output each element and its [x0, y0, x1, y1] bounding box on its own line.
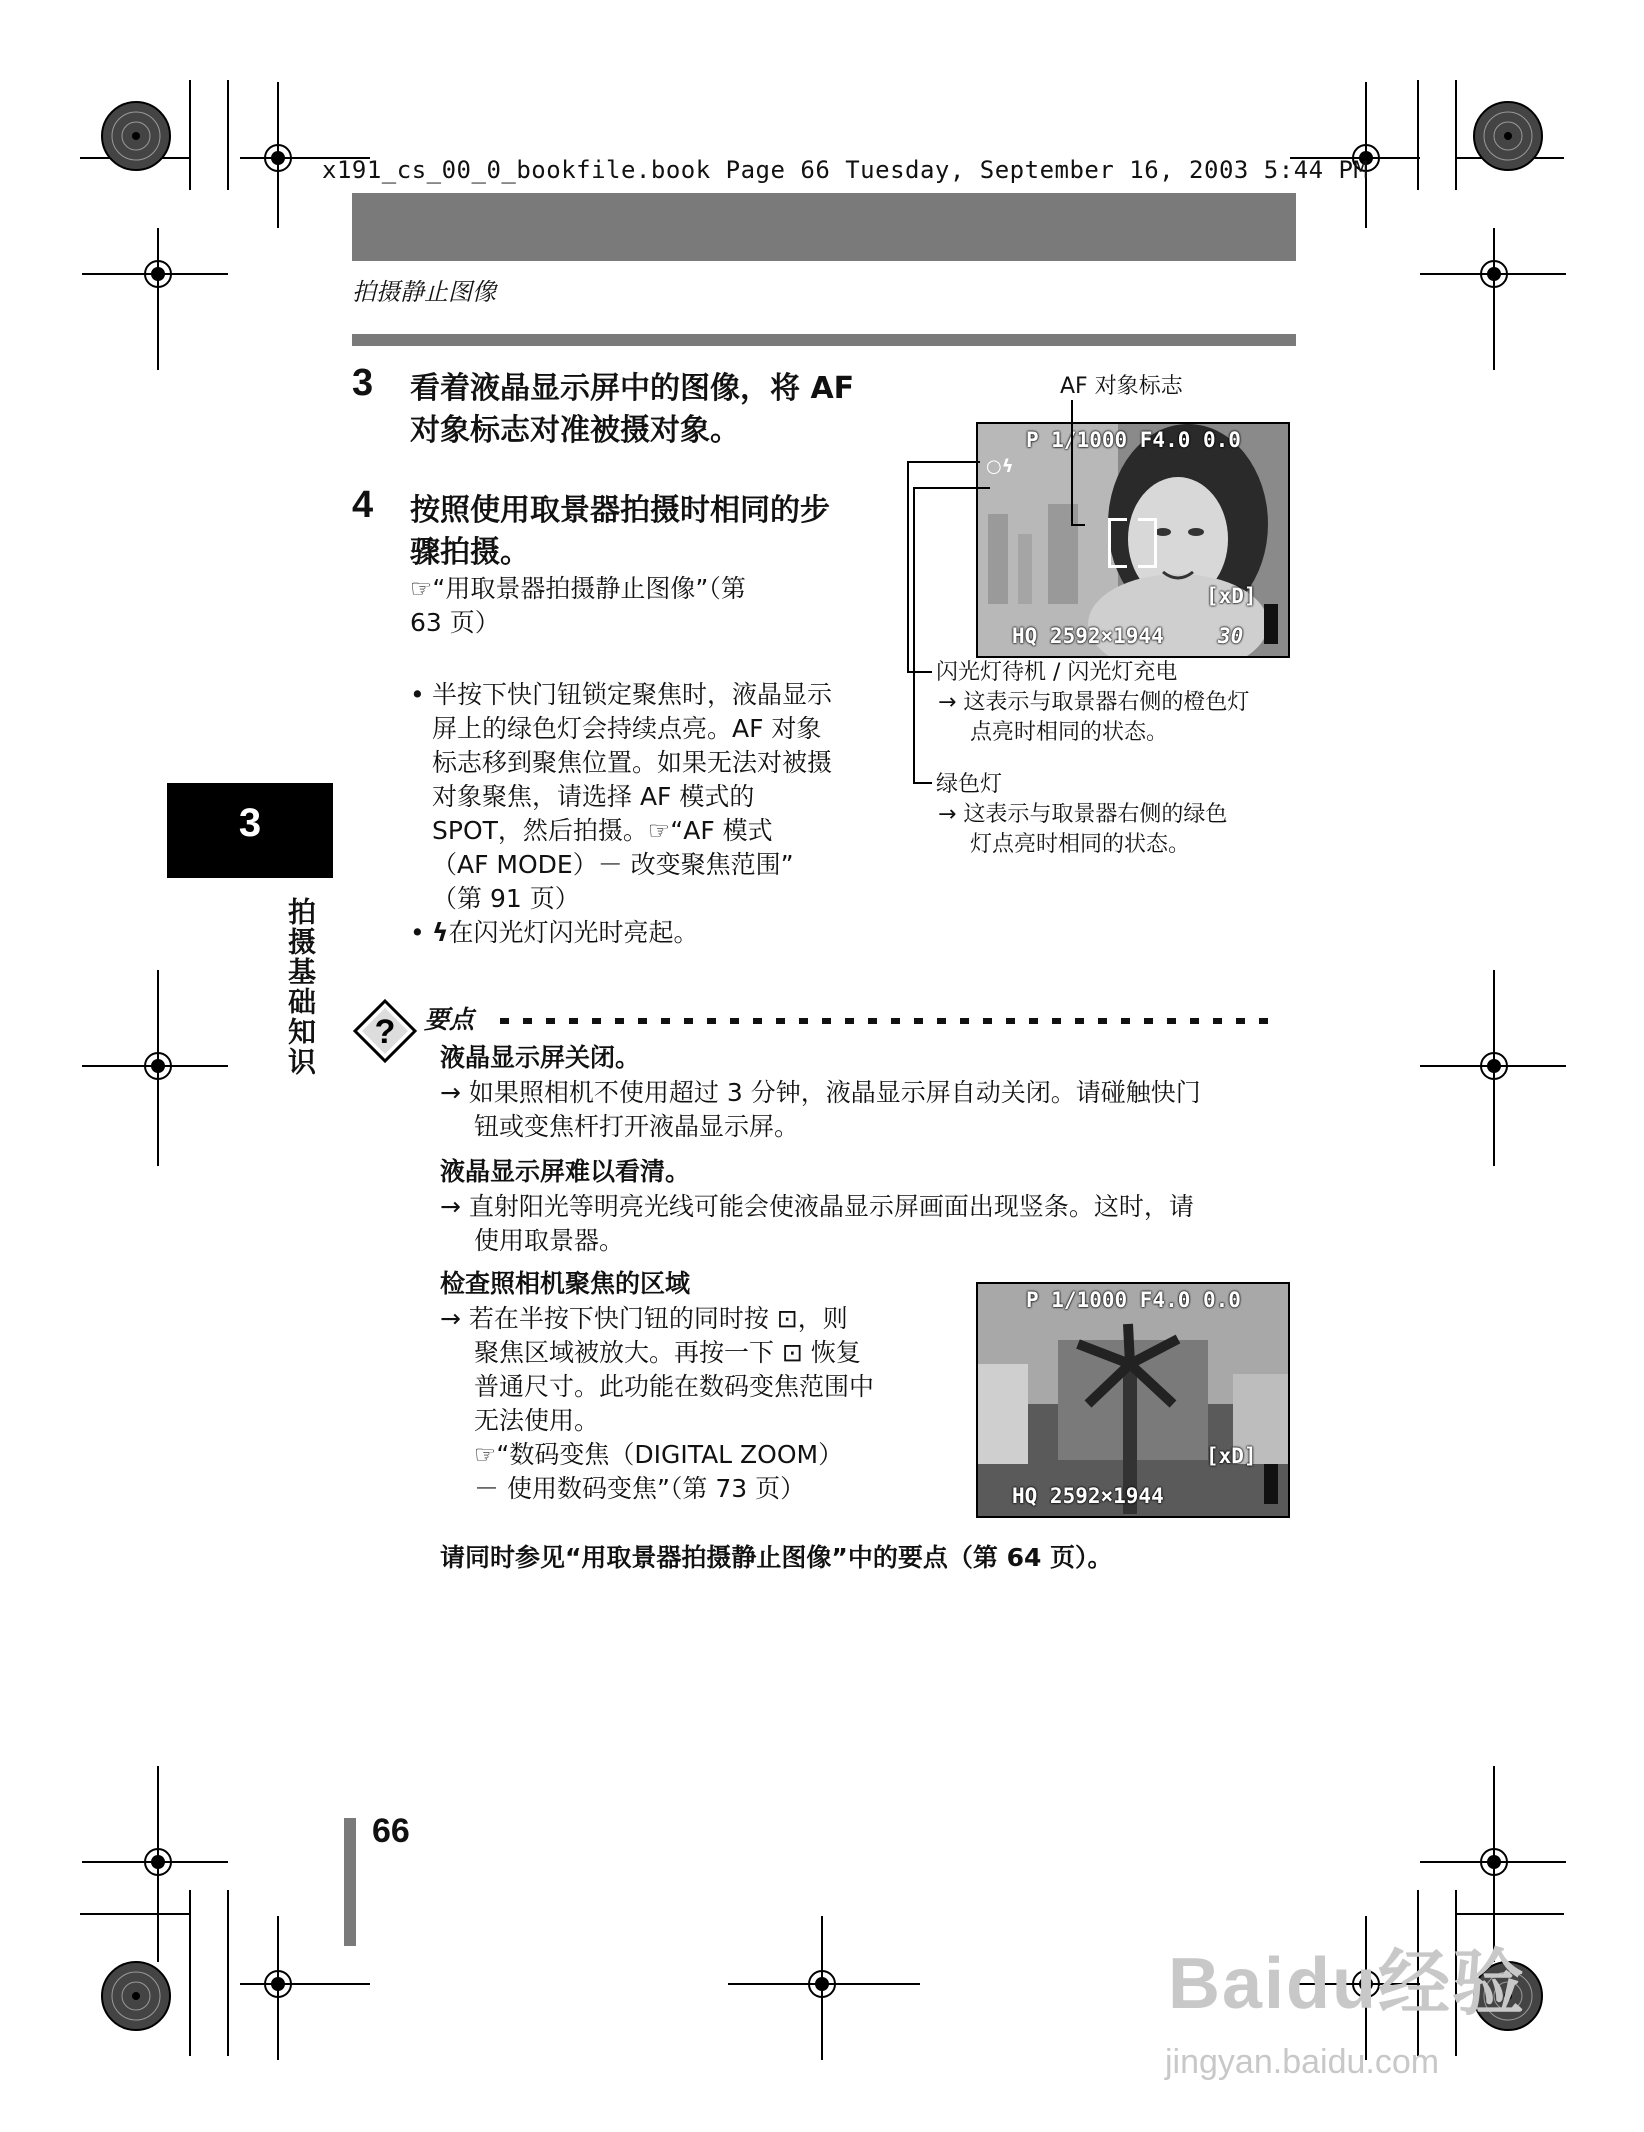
watermark-logo: Baidu经验	[1168, 1944, 1527, 2024]
page-number: 66	[372, 1812, 410, 1850]
af-bracket-right-icon	[1138, 518, 1157, 568]
lcd-zoom-figure	[976, 1282, 1290, 1518]
callout-title: 闪光灯待机 / 闪光灯充电	[936, 660, 1178, 685]
step-number: 4	[352, 484, 374, 526]
section-title: 拍摄静止图像	[352, 278, 496, 306]
step-line: 骤拍摄。	[410, 535, 530, 570]
tip-line: 无法使用。	[474, 1406, 600, 1435]
footer-note: 请同时参见“用取景器拍摄静止图像”中的要点（第 64 页）。	[440, 1543, 1113, 1572]
af-bracket-left-icon	[1108, 518, 1127, 568]
step-line: 看着液晶显示屏中的图像，将 AF	[410, 371, 855, 406]
page-number-bar	[344, 1818, 356, 1946]
tip-item	[440, 1154, 1300, 1258]
tip-heading: 液晶显示屏难以看清。	[440, 1157, 691, 1186]
lcd-battery-block	[1264, 604, 1278, 644]
section-divider	[352, 334, 1296, 346]
palm-tree-photo	[978, 1284, 1288, 1516]
lcd-card-indicator: [xD]	[1206, 584, 1257, 608]
lcd-card-indicator: [xD]	[1206, 1444, 1257, 1468]
bullet-line: 对象聚焦，请选择 AF 模式的	[432, 782, 755, 811]
file-info-header: x191_cs_00_0_bookfile.book Page 66 Tuesday, September 16, 2003 5:44 PM	[322, 156, 1369, 184]
lcd-top-status: P 1/1000 F4.0 0.0	[1026, 1288, 1241, 1312]
tips-dotted-rule	[500, 1018, 1280, 1024]
tip-line: 聚焦区域被放大。再按一下 ⊡ 恢复	[474, 1338, 861, 1367]
flash-standby-icon: ○ϟ	[986, 456, 1014, 477]
tip-line: → 直射阳光等明亮光线可能会使液晶显示屏画面出现竖条。这时，请	[440, 1192, 1194, 1221]
svg-text:?: ?	[374, 1013, 396, 1051]
bullet-line: 标志移到聚焦位置。如果无法对被摄	[432, 748, 833, 777]
tip-item	[440, 1266, 960, 1506]
bullet-line: （AF MODE）－ 改变聚焦范围”	[432, 850, 794, 879]
bullet-line: SPOT，然后拍摄。☞“AF 模式	[432, 816, 773, 845]
step-text	[410, 490, 890, 574]
tip-heading: 检查照相机聚焦的区域	[440, 1269, 691, 1298]
lcd-battery-block	[1264, 1464, 1278, 1504]
lcd-bottom-status: HQ 2592×1944	[1012, 1484, 1164, 1508]
step-number: 3	[352, 362, 374, 404]
chapter-number: 3	[238, 801, 262, 845]
watermark-url: jingyan.baidu.com	[1165, 2043, 1440, 2081]
tip-line: → 如果照相机不使用超过 3 分钟，液晶显示屏自动关闭。请碰触快门	[440, 1078, 1201, 1107]
chapter-tab	[167, 783, 333, 878]
callout-line: → 这表示与取景器右侧的绿色	[938, 802, 1228, 827]
lcd-top-status: P 1/1000 F4.0 0.0	[1026, 428, 1241, 452]
reference-icon: ☞	[410, 574, 433, 603]
tip-line: － 使用数码变焦”（第 73 页）	[474, 1474, 806, 1503]
step-line: 按照使用取景器拍摄时相同的步	[410, 493, 830, 528]
bullet-list	[410, 678, 890, 950]
bullet-line: 半按下快门钮锁定聚焦时，液晶显示	[432, 680, 833, 709]
flash-icon: ϟ	[432, 918, 449, 947]
tip-line: → 若在半按下快门钮的同时按 ⊡，则	[440, 1304, 848, 1333]
tip-heading: 液晶显示屏关闭。	[440, 1043, 641, 1072]
tip-line: 普通尺寸。此功能在数码变焦范围中	[474, 1372, 875, 1401]
chapter-title: 拍摄基础知识	[284, 897, 317, 1077]
bullet-line: （第 91 页）	[432, 884, 580, 913]
reference-text: “用取景器拍摄静止图像”（第	[432, 574, 746, 603]
tip-line: ☞“数码变焦（DIGITAL ZOOM）	[474, 1440, 844, 1469]
lcd-frame-count: 30	[1218, 624, 1244, 648]
tip-item	[440, 1040, 1300, 1144]
green-lamp-callout	[936, 770, 1296, 860]
list-item: • ϟ在闪光灯闪光时亮起。	[410, 918, 699, 947]
header-bar	[352, 193, 1296, 261]
callout-line: 点亮时相同的状态。	[970, 720, 1169, 745]
af-mark-label: AF 对象标志	[1060, 374, 1183, 399]
bullet-line: 屏上的绿色灯会持续点亮。AF 对象	[432, 714, 822, 743]
tip-line: 使用取景器。	[474, 1226, 625, 1255]
tips-title: 要点	[424, 1005, 475, 1034]
callout-line: → 这表示与取景器右侧的橙色灯	[938, 690, 1250, 715]
reference-text: 63 页）	[410, 608, 500, 637]
question-icon	[352, 998, 418, 1064]
list-item: • 半按下快门钮锁定聚焦时，液晶显示 屏上的绿色灯会持续点亮。AF 对象 标志移到聚焦位置。如果无法对被摄 对象聚焦，请选择 AF 模式的 SPOT，然后拍摄。☞“AF 模式 （AF MODE）－ 改变聚焦范围” （第 91 页）	[410, 678, 890, 916]
callout-line: 灯点亮时相同的状态。	[970, 832, 1191, 857]
step-text	[410, 368, 890, 452]
page-reference	[410, 572, 890, 640]
flash-standby-callout	[936, 658, 1296, 748]
step-line: 对象标志对准被摄对象。	[410, 413, 740, 448]
tip-line: 钮或变焦杆打开液晶显示屏。	[474, 1112, 800, 1141]
bullet-line: 在闪光灯闪光时亮起。	[448, 918, 699, 947]
lcd-bottom-status: HQ 2592×1944	[1012, 624, 1164, 648]
callout-title: 绿色灯	[936, 772, 1003, 797]
